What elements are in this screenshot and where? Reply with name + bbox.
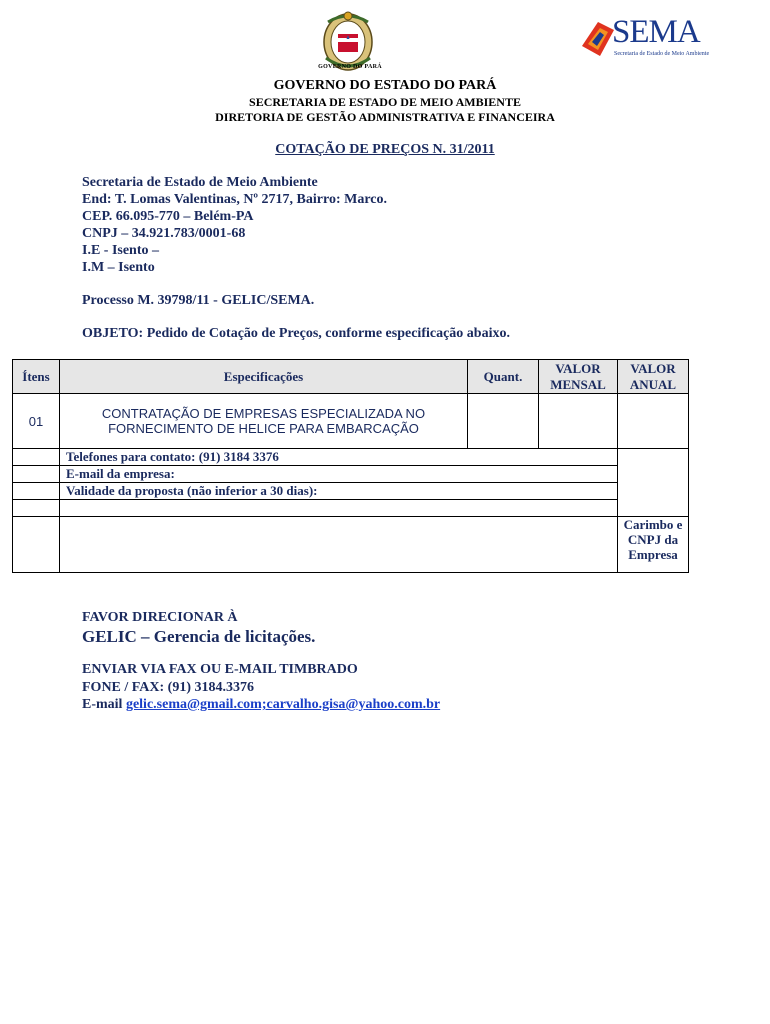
phone-fax: FONE / FAX: (91) 3184.3376 [82,680,254,695]
address-cep: CEP. 66.095-770 – Belém-PA [82,209,254,224]
header-annual-value: VALOR ANUAL [618,360,689,394]
object-description: OBJETO: Pedido de Cotação de Preços, conforme especificação abaixo. [82,326,510,341]
gelic-department: GELIC – Gerencia de licitações. [82,627,316,646]
crest-caption: GOVERNO DO PARÁ [318,64,382,70]
document-title: COTAÇÃO DE PREÇOS N. 31/2011 [275,142,495,157]
item-monthly-value-field[interactable] [539,394,618,449]
header-monthly-value: VALOR MENSAL [539,360,618,394]
empty-cell [13,466,60,483]
empty-cell [13,449,60,466]
header-items: Ítens [13,360,60,394]
header-secretariat: SECRETARIA DE ESTADO DE MEIO AMBIENTE [249,95,521,109]
address-street: End: T. Lomas Valentinas, Nº 2717, Bairro: Marco. [82,192,387,207]
company-stamp-label: Carimbo e CNPJ da Empresa [618,517,689,573]
signature-area[interactable] [60,517,618,573]
process-number: Processo M. 39798/11 - GELIC/SEMA. [82,293,315,308]
sema-brand-subtitle: Secretaria de Estado de Meio Ambiente [614,51,710,57]
header-government: GOVERNO DO ESTADO DO PARÁ [273,78,497,93]
header-directorate: DIRETORIA DE GESTÃO ADMINISTRATIVA E FINANCEIRA [215,110,555,124]
address-ie: I.E - Isento – [82,243,160,258]
empty-cell [13,500,60,517]
item-annual-value-field[interactable] [618,394,689,449]
quote-table [12,359,689,573]
sema-brand-name: SEMA [612,14,700,50]
direct-to-label: FAVOR DIRECIONAR À [82,610,238,625]
send-instructions: ENVIAR VIA FAX OU E-MAIL TIMBRADO [82,662,358,677]
email-line [82,697,440,713]
empty-cell [13,517,60,573]
email-links[interactable]: gelic.sema@gmail.com;carvalho.gisa@yahoo.com.br [125,697,441,712]
contact-phone-row: Telefones para contato: (91) 3184 3376 [60,449,618,466]
item-specification: CONTRATAÇÃO DE EMPRESAS ESPECIALIZADA NO FORNECIMENTO DE HELICE PARA EMBARCAÇÃO [60,394,468,449]
item-number: 01 [13,394,60,449]
email-prefix: E-mail [82,697,123,712]
stamp-blank-area [618,449,689,517]
table-row [13,394,689,449]
item-quantity-field[interactable] [468,394,539,449]
address-org: Secretaria de Estado de Meio Ambiente [82,175,318,190]
proposal-validity-row[interactable]: Validade da proposta (não inferior a 30 dias): [60,483,618,500]
empty-cell [13,483,60,500]
address-cnpj: CNPJ – 34.921.783/0001-68 [82,226,246,241]
empty-row [60,500,618,517]
header-quantity: Quant. [468,360,539,394]
header-specifications: Especificações [60,360,468,394]
address-im: I.M – Isento [82,260,155,275]
company-email-row[interactable]: E-mail da empresa: [60,466,618,483]
